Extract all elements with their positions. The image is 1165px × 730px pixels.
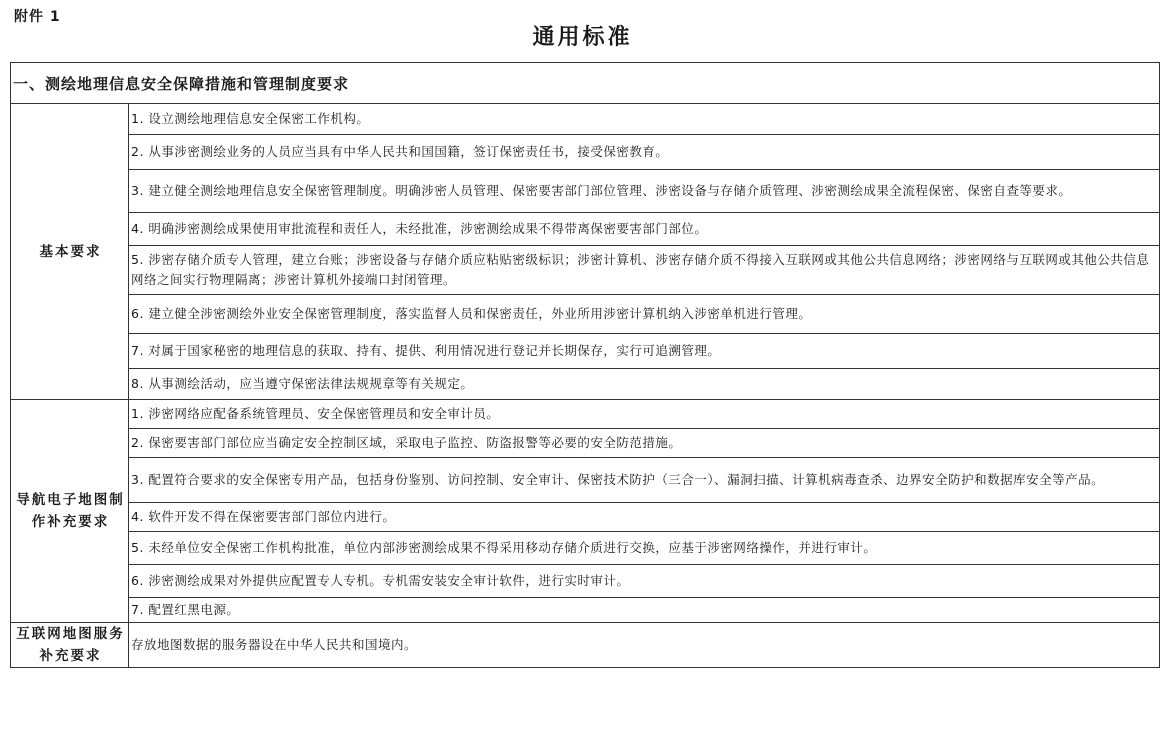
requirement-item: 5. 涉密存储介质专人管理，建立台账；涉密设备与存储介质应粘贴密级标识；涉密计算机、涉密存储介质不得接入互联网或其他公共信息网络；涉密网络与互联网或其他公共信息网络之间实行物理隔离；涉密计算机外接端口封闭管理。 xyxy=(129,246,1160,295)
requirement-item: 6. 建立健全涉密测绘外业安全保密管理制度，落实监督人员和保密责任，外业所用涉密计算机纳入涉密单机进行管理。 xyxy=(129,295,1160,334)
table-row xyxy=(11,598,1160,623)
table-row xyxy=(11,623,1160,668)
document-title: 通用标准 xyxy=(532,25,633,50)
requirement-item: 6. 涉密测绘成果对外提供应配置专人专机。专机需安装安全审计软件，进行实时审计。 xyxy=(129,565,1160,598)
requirement-item: 1. 涉密网络应配备系统管理员、安全保密管理员和安全审计员。 xyxy=(129,400,1160,429)
table-row xyxy=(11,565,1160,598)
category-cell: 导航电子地图制作补充要求 xyxy=(11,400,129,623)
attachment-label: 附件 1 xyxy=(14,9,61,25)
table-row xyxy=(11,135,1160,170)
requirement-item: 7. 配置红黑电源。 xyxy=(129,598,1160,623)
requirement-item: 3. 建立健全测绘地理信息安全保密管理制度。明确涉密人员管理、保密要害部门部位管理、涉密设备与存储介质管理、涉密测绘成果全流程保密、保密自查等要求。 xyxy=(129,170,1160,213)
category-cell: 互联网地图服务补充要求 xyxy=(11,623,129,668)
table-row xyxy=(11,246,1160,295)
standards-table xyxy=(10,62,1160,668)
table-row xyxy=(11,429,1160,458)
requirement-item: 8. 从事测绘活动，应当遵守保密法律法规规章等有关规定。 xyxy=(129,369,1160,400)
table-row xyxy=(11,295,1160,334)
table-row xyxy=(11,104,1160,135)
table-row xyxy=(11,532,1160,565)
table-row xyxy=(11,503,1160,532)
requirement-item: 存放地图数据的服务器设在中华人民共和国境内。 xyxy=(129,623,1160,668)
table-row xyxy=(11,369,1160,400)
requirement-item: 2. 保密要害部门部位应当确定安全控制区域，采取电子监控、防盗报警等必要的安全防范措施。 xyxy=(129,429,1160,458)
requirement-item: 1. 设立测绘地理信息安全保密工作机构。 xyxy=(129,104,1160,135)
requirement-item: 4. 软件开发不得在保密要害部门部位内进行。 xyxy=(129,503,1160,532)
table-row xyxy=(11,213,1160,246)
section-heading-row xyxy=(11,63,1160,104)
table-row xyxy=(11,400,1160,429)
requirement-item: 5. 未经单位安全保密工作机构批准，单位内部涉密测绘成果不得采用移动存储介质进行交换，应基于涉密网络操作，并进行审计。 xyxy=(129,532,1160,565)
table-row xyxy=(11,334,1160,369)
requirement-item: 7. 对属于国家秘密的地理信息的获取、持有、提供、利用情况进行登记并长期保存，实行可追溯管理。 xyxy=(129,334,1160,369)
table-row xyxy=(11,170,1160,213)
requirement-item: 4. 明确涉密测绘成果使用审批流程和责任人，未经批准，涉密测绘成果不得带离保密要害部门部位。 xyxy=(129,213,1160,246)
requirement-item: 2. 从事涉密测绘业务的人员应当具有中华人民共和国国籍，签订保密责任书，接受保密教育。 xyxy=(129,135,1160,170)
requirement-item: 3. 配置符合要求的安全保密专用产品，包括身份鉴别、访问控制、安全审计、保密技术防护（三合一）、漏洞扫描、计算机病毒查杀、边界安全防护和数据库安全等产品。 xyxy=(129,458,1160,503)
category-cell: 基本要求 xyxy=(11,104,129,400)
table-row xyxy=(11,458,1160,503)
section-heading: 一、测绘地理信息安全保障措施和管理制度要求 xyxy=(11,63,1160,104)
